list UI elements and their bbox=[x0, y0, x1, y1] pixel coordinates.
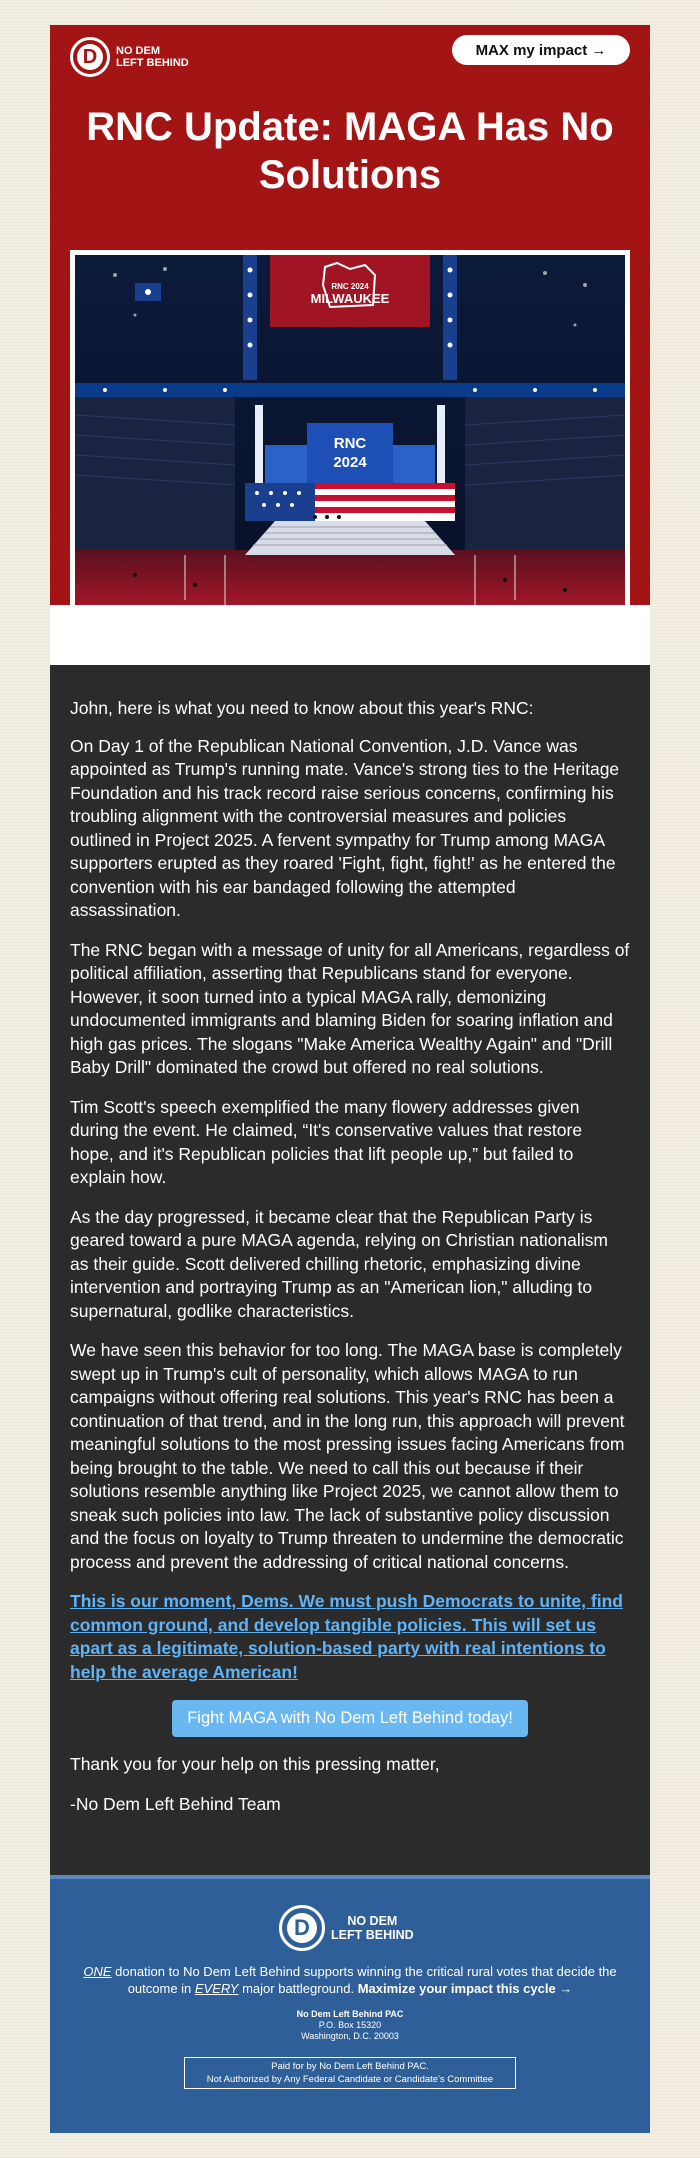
logo-line-1: NO DEM bbox=[116, 45, 160, 57]
email-container bbox=[50, 25, 650, 2085]
footer-logo-wordmark bbox=[331, 1914, 414, 1942]
page-title: RNC Update: MAGA Has No Solutions bbox=[86, 105, 614, 197]
stage-left-screen bbox=[265, 445, 313, 485]
stage-flag-stripes bbox=[315, 483, 455, 521]
footer-logo-circle-icon bbox=[279, 1905, 325, 1951]
address-line-2: Washington, D.C. 20003 bbox=[301, 2031, 399, 2041]
jumbotron-line-1: RNC 2024 bbox=[331, 282, 369, 291]
footer-logo-line-1: NO DEM bbox=[347, 1914, 398, 1928]
paragraph-1: On Day 1 of the Republican National Convention, J.D. Vance was appointed as Trump's running mate. Vance's strong ties to the Heritage Foundation and his track record raise serious concerns, confirming his troubling alignment with the controversial measures and policies outlined in Project 2025. A fervent sympathy for Trump among MAGA supporters erupted as they roared 'Fight, fight, fight!' as he entered the convention with his ear bandaged following the attempted assassination. bbox=[70, 735, 620, 920]
footer-text-1: donation to No Dem Left Behind supports winning the critical rural votes that decide the outcome in bbox=[111, 1964, 617, 1996]
thanks-text: Thank you for your help on this pressing matter, bbox=[70, 1754, 440, 1774]
stage-text-2: 2024 bbox=[333, 454, 367, 471]
jumbotron-line-2: MILWAUKEE bbox=[310, 291, 390, 306]
right-stands bbox=[465, 395, 625, 555]
paragraph-3: Tim Scott's speech exemplified the many flowery addresses given during the event. He claimed, “It's conservative values that restore hope, and it's Republican policies that lift people up,” but failed to explain how. bbox=[70, 1096, 583, 1187]
disclaimer-line-1: Paid for by No Dem Left Behind PAC. bbox=[271, 2061, 429, 2072]
footer-em-every: EVERY bbox=[194, 1981, 239, 1996]
left-stands bbox=[75, 395, 235, 555]
logo-circle-icon bbox=[70, 37, 110, 77]
address-name: No Dem Left Behind PAC bbox=[296, 2009, 404, 2019]
ring-banner bbox=[75, 383, 625, 397]
address-line-1: P.O. Box 15320 bbox=[318, 2020, 382, 2030]
greeting: John, here is what you need to know about this year's RNC: bbox=[70, 698, 534, 718]
logo-letter: D bbox=[77, 44, 103, 70]
stage-flag-blue bbox=[245, 483, 315, 521]
header-bottom-strip bbox=[50, 605, 650, 665]
paragraph-2: The RNC began with a message of unity for all Americans, regardless of political affiliation, asserting that Republicans stand for everyone. However, it soon turned into a typical MAGA rally, demonizing undocumented immigrants and blaming Biden for soaring inflation and high gas prices. The slogans "Make America Wealthy Again" and "Drill Baby Drill" dominated the crowd but offered no real solutions. bbox=[70, 939, 630, 1077]
footer-logo-letter: D bbox=[287, 1913, 317, 1943]
header bbox=[50, 25, 650, 605]
stage-text-1: RNC bbox=[333, 435, 367, 452]
fight-maga-button[interactable]: Fight MAGA with No Dem Left Behind today! bbox=[172, 1700, 528, 1737]
signature: -No Dem Left Behind Team bbox=[70, 1793, 281, 1814]
mailing-address bbox=[50, 2009, 650, 2042]
maximize-impact-link[interactable]: Maximize your impact this cycle → bbox=[357, 1981, 573, 1996]
stage-center-screen bbox=[307, 423, 393, 483]
footer-logo[interactable] bbox=[279, 1905, 414, 1951]
email-body bbox=[50, 665, 650, 1875]
paragraph-4: As the day progressed, it became clear that the Republican Party is geared toward a pure MAGA agenda, relying on Christian nationalism as their guide. Scott delivered chilling rhetoric, emphasizing divine intervention and portraying Trump as an "American lion," alluding to supernatural, godlike characteristics. bbox=[70, 1206, 608, 1321]
hero-image-frame bbox=[70, 250, 630, 622]
hero-image bbox=[75, 255, 625, 617]
stage-stairs bbox=[245, 521, 455, 555]
footer-em-one: ONE bbox=[83, 1964, 112, 1979]
cta-link[interactable]: This is our moment, Dems. We must push Democrats to unite, find common ground, and develop tangible policies. This will set us apart as a legitimate, solution-based party with real intentions to help the average American! bbox=[70, 1591, 623, 1682]
max-impact-button[interactable]: MAX my impact → bbox=[452, 35, 630, 65]
footer-logo-line-2: LEFT BEHIND bbox=[331, 1928, 414, 1942]
stage-right-screen bbox=[387, 445, 435, 485]
header-logo[interactable] bbox=[70, 37, 189, 77]
paragraph-5: We have seen this behavior for too long. The MAGA base is completely swept up in Trump's cult of personality, which allows MAGA to run campaigns without offering real solutions. This year's RNC has been a continuation of that trend, and in the long run, this approach will prevent meaningful solutions to the most pressing issues facing Americans from being brought to the table. We need to call this out because if their solutions resemble anything like Project 2025, we cannot allow them to sneak such policies into law. The lack of substantive policy discussion and the focus on loyalty to Trump threaten to undermine the democratic process and prevent the addressing of critical national concerns. bbox=[70, 1340, 625, 1572]
disclaimer-line-2: Not Authorized by Any Federal Candidate or Candidate's Committee bbox=[206, 2074, 494, 2085]
logo-wordmark bbox=[116, 45, 189, 69]
footer-text-2: major battleground. bbox=[238, 1981, 358, 1996]
footer-message bbox=[70, 1963, 630, 1997]
paid-for-disclaimer bbox=[184, 2057, 516, 2089]
footer bbox=[50, 1875, 650, 2133]
logo-line-2: LEFT BEHIND bbox=[116, 57, 189, 69]
